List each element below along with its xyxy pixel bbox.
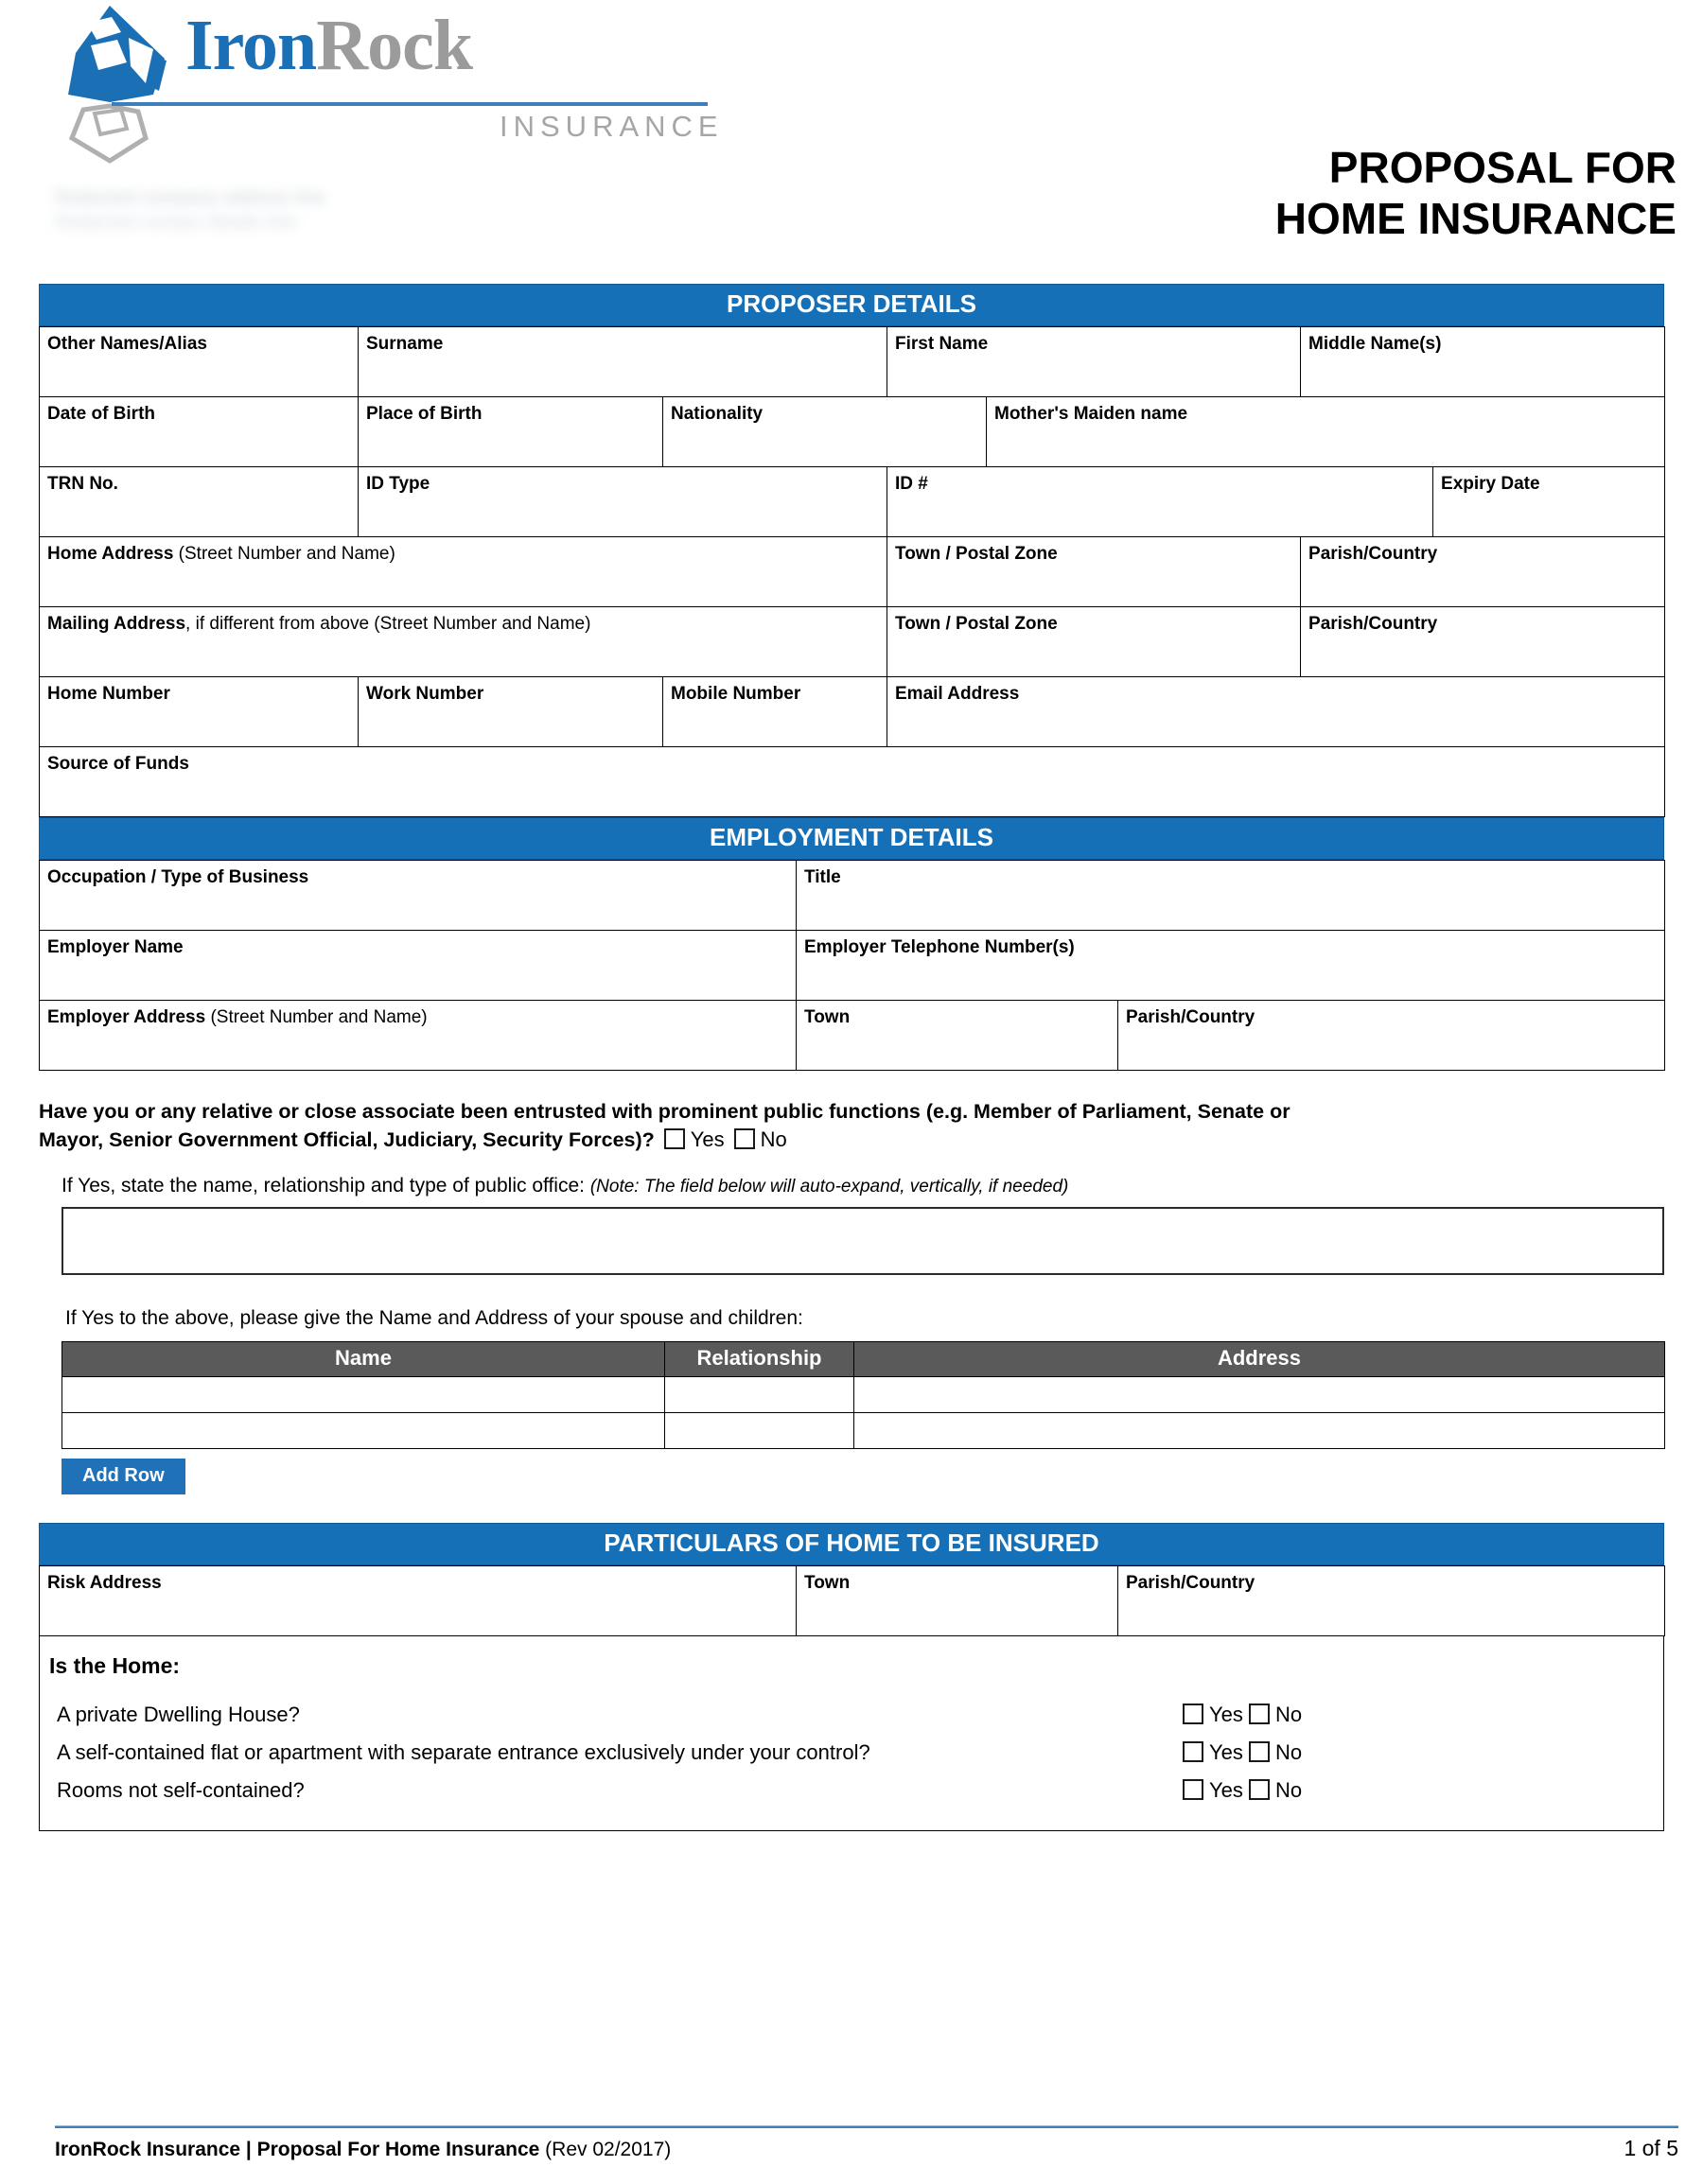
- brand-wordmark: [185, 6, 473, 85]
- field-email-address[interactable]: [887, 676, 1665, 746]
- spouse-children-table: [61, 1341, 1665, 1449]
- table-header-row: [62, 1341, 1665, 1376]
- footer-page-number: 1 of 5: [1624, 2136, 1678, 2160]
- pep-question-text: [39, 1097, 1664, 1154]
- field-label: Town / Postal Zone: [895, 543, 1058, 564]
- document-header: [0, 0, 1703, 284]
- field-label-note: (Street Number and Name): [173, 543, 395, 564]
- table-row: [40, 930, 1665, 1000]
- field-employer-town[interactable]: [797, 1000, 1118, 1070]
- home-option-0-yes-label: Yes: [1209, 1702, 1243, 1726]
- field-label: Home Address: [47, 543, 174, 564]
- field-label: Risk Address: [47, 1572, 162, 1593]
- field-label: Town: [804, 1572, 851, 1593]
- home-option-0-no-label: No: [1275, 1702, 1303, 1726]
- field-label: Employer Address: [47, 1006, 206, 1027]
- home-option-choices: [1183, 1778, 1410, 1803]
- cell-address[interactable]: [854, 1376, 1665, 1412]
- home-option-2-yes-label: Yes: [1209, 1777, 1243, 1802]
- home-option-1-no-checkbox[interactable]: [1249, 1741, 1270, 1762]
- field-label: Town: [804, 1006, 851, 1027]
- brand-logo: [55, 4, 724, 174]
- home-option-label: A self-contained flat or apartment with separate entrance exclusively under your control?: [57, 1739, 870, 1764]
- field-label-note: (Street Number and Name): [205, 1006, 428, 1027]
- field-occupation[interactable]: [40, 860, 797, 930]
- cell-name[interactable]: [62, 1412, 665, 1448]
- home-type-option-row: [40, 1696, 1663, 1734]
- field-id-number[interactable]: [887, 466, 1433, 536]
- pep-if-yes-prompt: [39, 1154, 1664, 1197]
- field-label: Email Address: [895, 683, 1020, 704]
- field-label: ID Type: [366, 473, 430, 494]
- proposer-details-section: [39, 284, 1664, 817]
- field-home-address[interactable]: [40, 536, 887, 606]
- pep-question-line-2: Mayor, Senior Government Official, Judiciary, Security Forces)?: [39, 1127, 655, 1151]
- field-label: ID #: [895, 473, 928, 494]
- field-risk-parish-country[interactable]: [1118, 1565, 1665, 1635]
- field-mothers-maiden-name[interactable]: [987, 396, 1665, 466]
- field-label: Parish/Country: [1308, 613, 1438, 634]
- field-employer-address[interactable]: [40, 1000, 797, 1070]
- field-place-of-birth[interactable]: [359, 396, 663, 466]
- proposer-details-table: [39, 326, 1665, 817]
- table-row: [40, 676, 1665, 746]
- brand-wordmark-rock: Rock: [316, 6, 473, 85]
- cell-relationship[interactable]: [665, 1376, 854, 1412]
- field-label: Mother's Maiden name: [994, 403, 1188, 424]
- field-middle-names[interactable]: [1301, 326, 1665, 396]
- home-option-choices: [1183, 1740, 1410, 1765]
- field-label: Employer Telephone Number(s): [804, 936, 1075, 957]
- column-header-relationship: Relationship: [665, 1341, 854, 1376]
- employment-details-section: [39, 817, 1664, 1071]
- table-row: [40, 326, 1665, 396]
- pep-no-checkbox[interactable]: [734, 1128, 755, 1149]
- home-option-2-yes-checkbox[interactable]: [1183, 1779, 1203, 1800]
- field-risk-address[interactable]: [40, 1565, 797, 1635]
- field-label: Mailing Address: [47, 613, 186, 634]
- field-date-of-birth[interactable]: [40, 396, 359, 466]
- brand-wordmark-iron: Iron: [185, 6, 317, 85]
- iron-rock-logo-icon: [55, 4, 187, 165]
- field-surname[interactable]: [359, 326, 887, 396]
- table-row: [62, 1412, 1665, 1448]
- field-label: Source of Funds: [47, 753, 189, 774]
- field-mailing-town-postal-zone[interactable]: [887, 606, 1301, 676]
- home-option-choices: [1183, 1703, 1410, 1727]
- pep-no-label: No: [760, 1127, 787, 1151]
- brand-divider: [112, 102, 708, 106]
- risk-address-table: [39, 1565, 1665, 1636]
- field-employer-parish-country[interactable]: [1118, 1000, 1665, 1070]
- field-label: Employer Name: [47, 936, 184, 957]
- field-home-town-postal-zone[interactable]: [887, 536, 1301, 606]
- home-option-2-no-label: No: [1275, 1777, 1303, 1802]
- field-home-parish-country[interactable]: [1301, 536, 1665, 606]
- field-label: Occupation / Type of Business: [47, 866, 309, 887]
- field-label: Parish/Country: [1126, 1572, 1255, 1593]
- table-row: [40, 466, 1665, 536]
- home-option-1-yes-checkbox[interactable]: [1183, 1741, 1203, 1762]
- field-label: Other Names/Alias: [47, 333, 207, 354]
- section-header-proposer-details: PROPOSER DETAILS: [39, 284, 1664, 326]
- column-header-address: Address: [854, 1341, 1665, 1376]
- cell-name[interactable]: [62, 1376, 665, 1412]
- field-home-number[interactable]: [40, 676, 359, 746]
- is-the-home-label: Is the Home:: [49, 1652, 181, 1678]
- document-footer: [55, 2125, 1678, 2161]
- field-employer-name[interactable]: [40, 930, 797, 1000]
- pep-details-input[interactable]: [61, 1207, 1664, 1275]
- footer-divider: [55, 2125, 1678, 2128]
- home-option-2-no-checkbox[interactable]: [1249, 1779, 1270, 1800]
- table-row: [40, 860, 1665, 930]
- field-label-note: , if different from above (Street Number and Name): [185, 613, 591, 634]
- home-option-0-no-checkbox[interactable]: [1249, 1704, 1270, 1724]
- field-label: Mobile Number: [671, 683, 801, 704]
- page-title: [1275, 142, 1677, 244]
- field-mailing-parish-country[interactable]: [1301, 606, 1665, 676]
- field-work-number[interactable]: [359, 676, 663, 746]
- pep-autoexpand-note: (Note: The field below will auto-expand, vertically, if needed): [589, 1176, 1069, 1197]
- field-title[interactable]: [797, 860, 1665, 930]
- field-nationality[interactable]: [663, 396, 987, 466]
- field-label: Place of Birth: [366, 403, 483, 424]
- footer-row: [55, 2136, 1678, 2161]
- home-option-0-yes-checkbox[interactable]: [1183, 1704, 1203, 1724]
- field-label: TRN No.: [47, 473, 118, 494]
- field-risk-town[interactable]: [797, 1565, 1118, 1635]
- field-label: Nationality: [671, 403, 764, 424]
- field-label: Title: [804, 866, 841, 887]
- field-label: Expiry Date: [1441, 473, 1540, 494]
- home-type-option-row: [40, 1734, 1663, 1772]
- footer-left: [55, 2139, 671, 2161]
- field-id-type[interactable]: [359, 466, 887, 536]
- field-expiry-date[interactable]: [1433, 466, 1665, 536]
- employment-details-table: [39, 860, 1665, 1071]
- section-header-employment-details: EMPLOYMENT DETAILS: [39, 817, 1664, 860]
- add-row-button[interactable]: Add Row: [61, 1459, 185, 1494]
- column-header-name: Name: [62, 1341, 665, 1376]
- home-option-label: A private Dwelling House?: [57, 1702, 300, 1726]
- field-label: Surname: [366, 333, 444, 354]
- field-label: Town / Postal Zone: [895, 613, 1058, 634]
- field-label: Work Number: [366, 683, 484, 704]
- field-mailing-address[interactable]: [40, 606, 887, 676]
- footer-document-name: IronRock Insurance | Proposal For Home Insurance: [55, 2139, 540, 2160]
- particulars-of-home-section: [39, 1523, 1664, 1831]
- page-title-line-2: HOME INSURANCE: [1274, 194, 1677, 243]
- redacted-company-address: [55, 185, 641, 244]
- home-type-option-row: [40, 1772, 1663, 1809]
- home-option-1-no-label: No: [1275, 1739, 1303, 1764]
- table-row: [40, 606, 1665, 676]
- field-source-of-funds[interactable]: [40, 746, 1665, 816]
- home-option-label: Rooms not self-contained?: [57, 1777, 305, 1802]
- brand-subtitle: INSURANCE: [500, 110, 724, 143]
- home-option-1-yes-label: Yes: [1209, 1739, 1243, 1764]
- table-row: [40, 1000, 1665, 1070]
- field-label: Date of Birth: [47, 403, 155, 424]
- field-label: Parish/Country: [1126, 1006, 1255, 1027]
- section-header-particulars: PARTICULARS OF HOME TO BE INSURED: [39, 1523, 1664, 1565]
- field-employer-telephone[interactable]: [797, 930, 1665, 1000]
- cell-address[interactable]: [854, 1412, 1665, 1448]
- pep-yes-checkbox[interactable]: [664, 1128, 685, 1149]
- field-label: Middle Name(s): [1308, 333, 1442, 354]
- field-label: First Name: [895, 333, 989, 354]
- field-mobile-number[interactable]: [663, 676, 887, 746]
- field-label: Home Number: [47, 683, 170, 704]
- field-first-name[interactable]: [887, 326, 1301, 396]
- pep-yes-label: Yes: [690, 1127, 725, 1151]
- redacted-address-line-2: Redacted contact details line: [55, 212, 297, 233]
- table-row: [40, 536, 1665, 606]
- table-row: [62, 1376, 1665, 1412]
- table-row: [40, 396, 1665, 466]
- politically-exposed-person-question: [39, 1071, 1664, 1494]
- pep-question-line-1: Have you or any relative or close associate been entrusted with prominent public functions (e.g. Member of Parliament, Senate or: [39, 1099, 1290, 1123]
- redacted-address-line-1: Redacted company address line: [55, 187, 325, 208]
- is-the-home-group: [39, 1636, 1664, 1831]
- table-row: [40, 1565, 1665, 1635]
- footer-revision: (Rev 02/2017): [539, 2139, 672, 2160]
- page-title-line-1: PROPOSAL FOR: [1328, 143, 1677, 192]
- field-trn-no[interactable]: [40, 466, 359, 536]
- cell-relationship[interactable]: [665, 1412, 854, 1448]
- pep-spouse-prompt: If Yes to the above, please give the Name and Address of your spouse and children:: [65, 1306, 803, 1329]
- table-row: [40, 746, 1665, 816]
- spacer: [0, 1494, 1703, 1523]
- field-other-names[interactable]: [40, 326, 359, 396]
- field-label: Parish/Country: [1308, 543, 1438, 564]
- pep-if-yes-label: If Yes, state the name, relationship and type of public office:: [61, 1174, 585, 1197]
- pep-question-line-2-wrap: [39, 1126, 1664, 1154]
